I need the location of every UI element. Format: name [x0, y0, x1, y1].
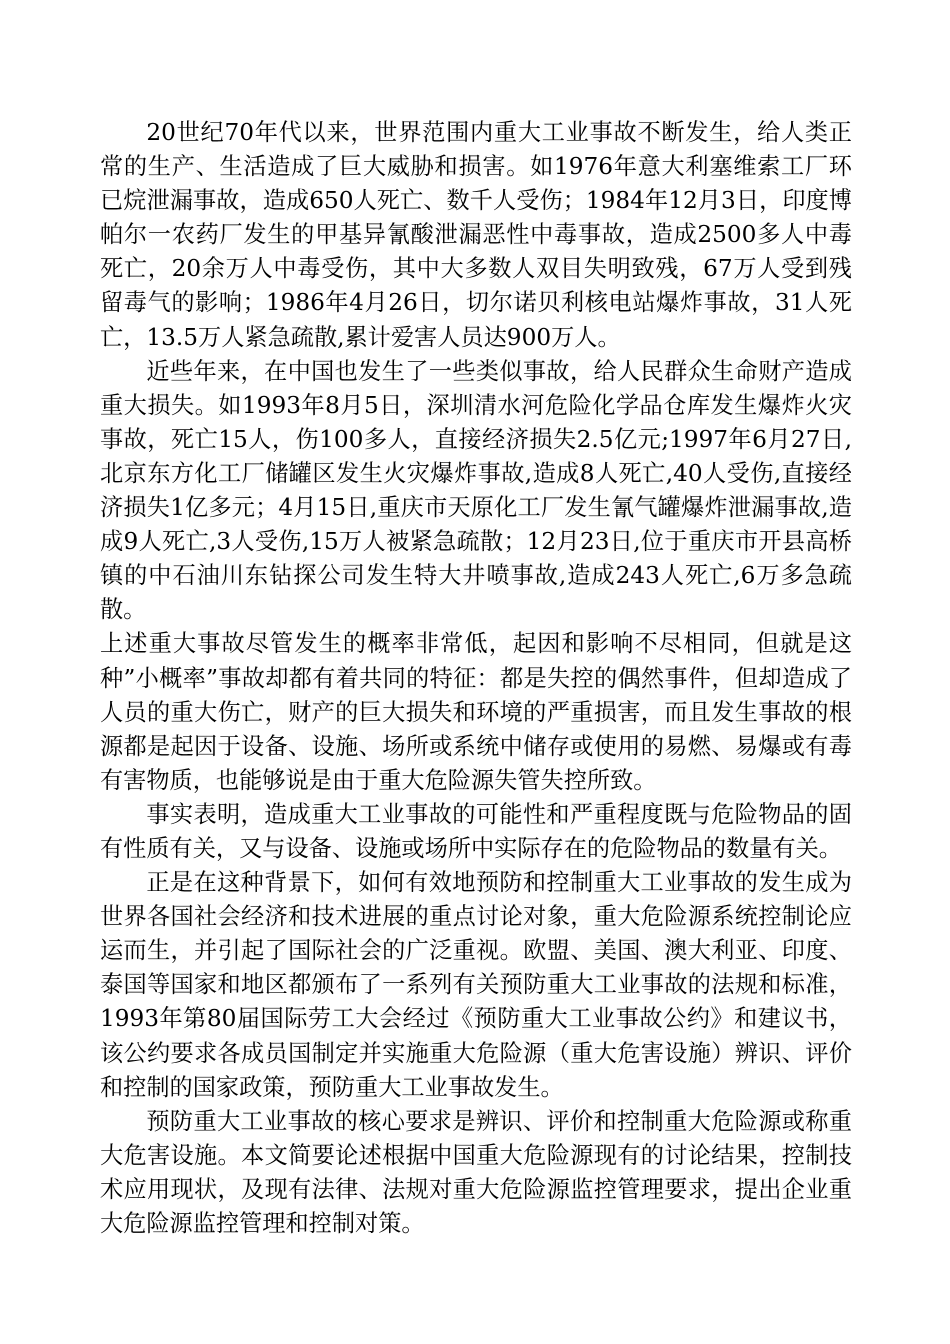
paragraph-china-accidents: 近些年来，在中国也发生了一些类似事故，给人民群众生命财产造成重大损失。如1993年8月5日，深圳清水河危险化学品仓库发生爆炸火灾事故，死亡15人，伤100多人，直接经济损失2.5亿元;1997年6月27日,北京东方化工厂储罐区发生火灾爆炸事故,造成8人死亡,40人受伤,直接经济损失1亿多元；4月15日,重庆市天原化工厂发生氰气罐爆炸泄漏事故,造成9人死亡,3人受伤,15万人被紧急疏散；12月23日,位于重庆市开县高桥镇的中石油川东钻探公司发生特大井喷事故,造成243人死亡,6万多急疏散。 [100, 357, 852, 624]
paragraph-background: 正是在这种背景下，如何有效地预防和控制重大工业事故的发生成为世界各国社会经济和技术进展的重点讨论对象，重大危险源系统控制论应运而生，并引起了国际社会的广泛重视。欧盟、美国、澳大利亚、印度、泰国等国家和地区都颁布了一系列有关预防重大工业事故的法规和标准，1993年第80届国际劳工大会经过《预防重大工业事故公约》和建议书，该公约要求各成员国制定并实施重大危险源（重大危害设施）辨识、评价和控制的国家政策，预防重大工业事故发生。 [100, 869, 852, 1101]
paragraph-common-features: 上述重大事故尽管发生的概率非常低，起因和影响不尽相同，但就是这种”小概率”事故却都有着共同的特征：都是失控的偶然事件，但却造成了人员的重大伤亡，财产的巨大损失和环境的严重损害，而且发生事故的根源都是起因于设备、设施、场所或系统中储存或使用的易燃、易爆或有毒有害物质，也能够说是由于重大危险源失管失控所致。 [100, 630, 852, 794]
paragraph-world-accidents: 20世纪70年代以来，世界范围内重大工业事故不断发生，给人类正常的生产、生活造成了巨大威胁和损害。如1976年意大利塞维索工厂环已烷泄漏事故，造成650人死亡、数千人受伤；1984年12月3日，印度博帕尔一农药厂发生的甲基异氰酸泄漏恶性中毒事故，造成2500多人中毒死亡，20余万人中毒受伤，其中大多数人双目失明致残，67万人受到残留毒气的影响；1986年4月26日，切尔诺贝利核电站爆炸事故，31人死亡，13.5万人紧急疏散,累计爱害人员达900万人。 [100, 119, 852, 351]
paragraph-core-requirements: 预防重大工业事故的核心要求是辨识、评价和控制重大危险源或称重大危害设施。本文简要论述根据中国重大危险源现有的讨论结果，控制技术应用现状，及现有法律、法规对重大危险源监控管理要求，提出企业重大危险源监控管理和控制对策。 [100, 1107, 852, 1237]
paragraph-facts: 事实表明，造成重大工业事故的可能性和严重程度既与危险物品的固有性质有关，又与设备、设施或场所中实际存在的危险物品的数量有关。 [100, 800, 852, 862]
document-body [100, 116, 852, 1241]
